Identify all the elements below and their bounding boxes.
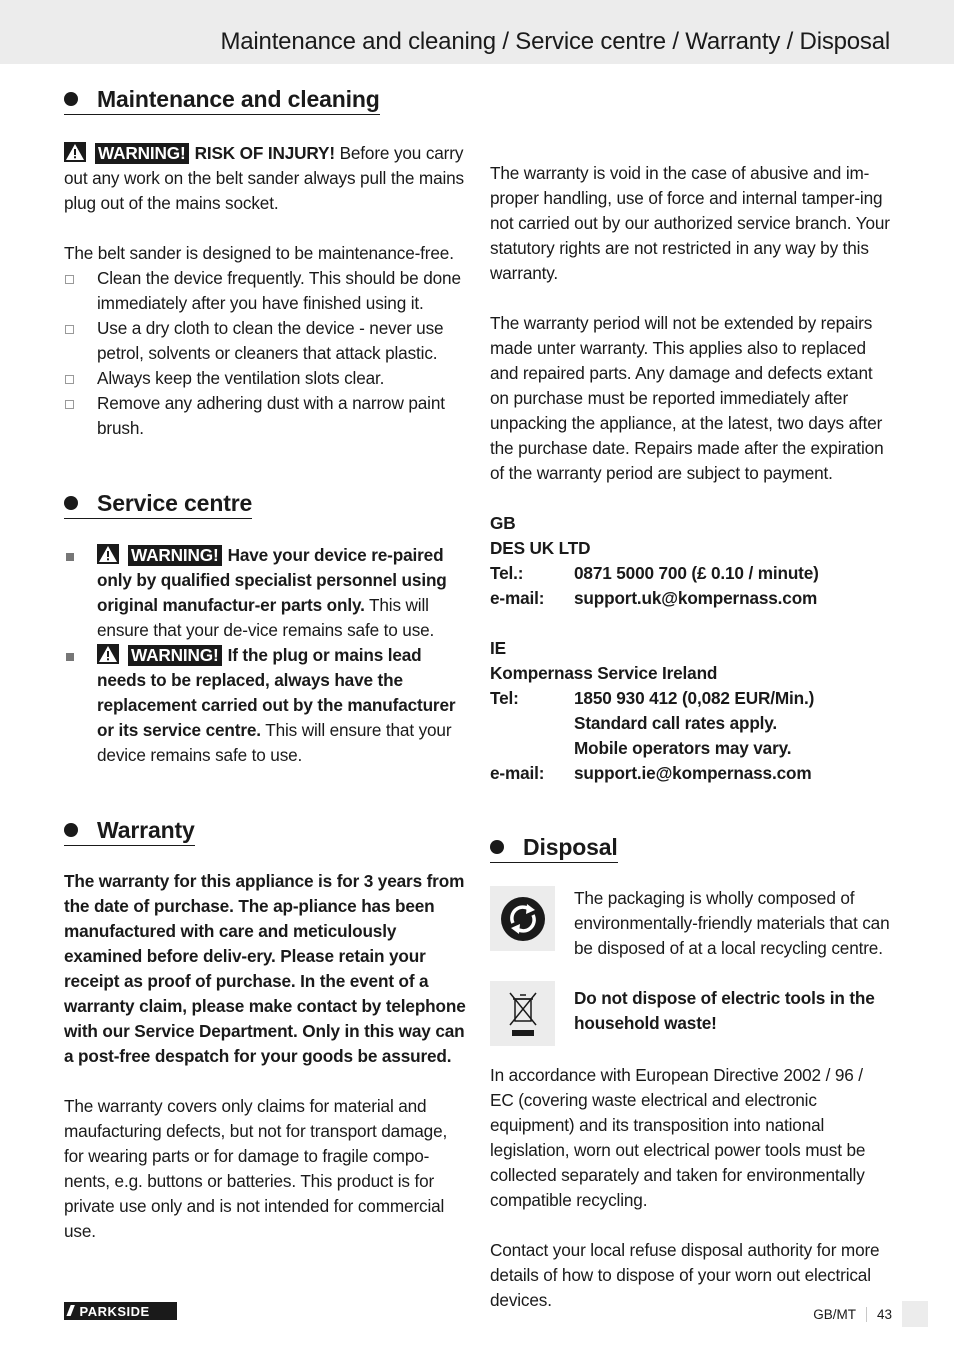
list-item: Always keep the ventilation slots clear. bbox=[64, 366, 466, 391]
disposal-packaging: The packaging is wholly composed of environmentally-friendly materials that can be disposed of at a local recycling centre. bbox=[490, 886, 890, 961]
checkbox-square-icon bbox=[65, 400, 74, 409]
parkside-logo: /// PARKSIDE bbox=[64, 1302, 177, 1320]
list-item: Use a dry cloth to clean the device - never use petrol, solvents or cleaners that attack plastic. bbox=[64, 316, 466, 366]
right-column bbox=[490, 86, 890, 1313]
maintenance-warning: WARNING! RISK OF INJURY! Before you carry out any work on the belt sander always pull the mains plug out of the mains socket. bbox=[64, 143, 465, 213]
email-gb: support.uk@kompernass.com bbox=[574, 588, 818, 608]
disposal-contact: Contact your local refuse disposal authority for more details of how to dispose of your worn out electrical devices. bbox=[490, 1240, 880, 1310]
disposal-no-household: Do not dispose of electric tools in the household waste! bbox=[490, 981, 890, 1046]
recycle-icon bbox=[490, 886, 555, 951]
header-bar bbox=[0, 0, 954, 64]
list-item: Clean the device frequently. This should be done immediately after you have finished using it. bbox=[64, 266, 466, 316]
email-ie: support.ie@kompernass.com bbox=[574, 763, 812, 783]
contact-gb: GB DES UK LTD Tel.: 0871 5000 700 (£ 0.10 / minute) e-mail: support.uk@kompernass.com bbox=[490, 511, 890, 611]
contact-ie: IE Kompernass Service Ireland Tel: 1850 930 412 (0,082 EUR/Min.) Standard call rates apply. Mobile operators may vary. e-mail: support.ie@kompernass.com bbox=[490, 636, 890, 786]
warranty-heading: Warranty bbox=[64, 817, 195, 846]
locale-label: GB/MT bbox=[813, 1306, 856, 1322]
crossed-bin-icon bbox=[490, 981, 555, 1046]
list-item: Remove any adhering dust with a narrow paint brush. bbox=[64, 391, 466, 441]
checkbox-square-icon bbox=[65, 325, 74, 334]
square-bullet-icon bbox=[66, 653, 74, 661]
list-item: WARNING! Have your device re-paired only by qualified specialist personnel using original manufactur-er parts only. This will ensure that your de-vice remains safe to use. bbox=[64, 543, 466, 643]
page-number: 43 bbox=[866, 1307, 902, 1322]
checkbox-square-icon bbox=[65, 375, 74, 384]
footer-tab-marker bbox=[902, 1301, 928, 1327]
warning-label: WARNING! bbox=[95, 143, 189, 164]
warranty-para-2: The warranty is void in the case of abusive and im-proper handling, use of force and internal tamper-ing not carried out by our authorized service branch. Your statutory rights are not restricted in any way by this warranty. bbox=[490, 163, 890, 283]
maintenance-list bbox=[64, 266, 466, 441]
warning-label: WARNING! bbox=[128, 545, 222, 566]
square-bullet-icon bbox=[66, 553, 74, 561]
page-footer bbox=[813, 1301, 928, 1327]
phone-ie: 1850 930 412 (0,082 EUR/Min.) bbox=[574, 688, 815, 708]
warranty-bold-para: The warranty for this appliance is for 3 years from the date of purchase. The ap-pliance has been manufactured with care and meticulously examined before deliv-ery. Please retain your receipt as proof of purchase. In the event of a warranty claim, please make contact by telephone with our Service Department. Only in this way can a post-free despatch for your goods be assured. bbox=[64, 871, 466, 1066]
service-list bbox=[64, 543, 466, 768]
warranty-para-1: The warranty covers only claims for material and maufacturing defects, but not for transport damage, for wearing parts or for damage to fragile compo-nents, e.g. buttons or batteries. This product is for private use only and is not intended for commercial use. bbox=[64, 1096, 448, 1241]
maintenance-heading: Maintenance and cleaning bbox=[64, 86, 380, 115]
bullet-dot-icon bbox=[64, 92, 78, 106]
warning-label: WARNING! bbox=[128, 645, 222, 666]
phone-gb: 0871 5000 700 (£ 0.10 / minute) bbox=[574, 563, 819, 583]
checkbox-square-icon bbox=[65, 275, 74, 284]
warning-triangle-icon bbox=[97, 544, 119, 564]
bullet-dot-icon bbox=[490, 840, 504, 854]
left-column bbox=[64, 86, 466, 1244]
warning-triangle-icon bbox=[97, 644, 119, 664]
list-item: WARNING! If the plug or mains lead needs to be replaced, always have the replacement carried out by the manufacturer or its service centre. This will ensure that your device remains safe to use. bbox=[64, 643, 466, 768]
maintenance-intro: The belt sander is designed to be maintenance-free. bbox=[64, 243, 454, 263]
bullet-dot-icon bbox=[64, 496, 78, 510]
disposal-heading: Disposal bbox=[490, 834, 618, 863]
warranty-para-3: The warranty period will not be extended by repairs made unter warranty. This applies also to replaced and repaired parts. Any damage and defects extant on purchase must be reported immediately after unpacking the appliance, at the latest, two days after the purchase date. Repairs made after the expiration of the warranty period are subject to payment. bbox=[490, 313, 884, 483]
disposal-directive: In accordance with European Directive 2002 / 96 / EC (covering waste electrical and electronic equipment) and its transposition into national legislation, worn out electrical power tools must be collected separately and taken for environmentally compatible recycling. bbox=[490, 1065, 866, 1210]
service-heading: Service centre bbox=[64, 490, 252, 519]
bullet-dot-icon bbox=[64, 823, 78, 837]
page-title: Maintenance and cleaning / Service centre / Warranty / Disposal bbox=[220, 28, 890, 55]
warning-triangle-icon bbox=[64, 142, 86, 162]
